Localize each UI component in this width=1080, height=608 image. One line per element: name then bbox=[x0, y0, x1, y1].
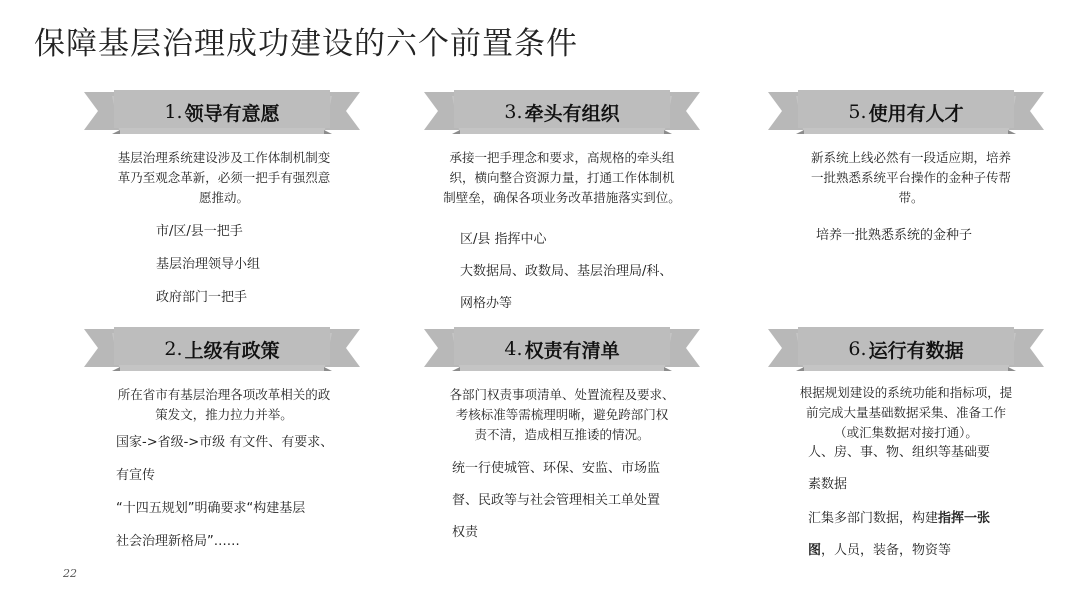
card-description: 基层治理系统建设涉及工作体制机制变 革乃至观念革新，必须一把手有强烈意 愿推动。 bbox=[117, 150, 331, 205]
list-item: 图，人员，装备，物资等 bbox=[808, 543, 952, 558]
ribbon-banner bbox=[768, 90, 1044, 134]
ribbon-banner bbox=[768, 327, 1044, 371]
list-item: 大数据局、政数局、基层治理局/科、 bbox=[460, 264, 673, 279]
list-item: 统一行使城管、环保、安监、市场监 bbox=[452, 461, 661, 476]
card-leadership bbox=[84, 90, 404, 340]
card-policy bbox=[84, 327, 404, 577]
card-responsibility bbox=[424, 327, 744, 577]
card-description: 新系统上线必然有一段适应期，培养 一批熟悉系统平台操作的金种子传帮 带。 bbox=[810, 150, 1011, 205]
card-data bbox=[768, 327, 1080, 577]
list-item: 督、民政等与社会管理相关工单处置 bbox=[452, 493, 661, 508]
ribbon-banner bbox=[424, 90, 700, 134]
list-item: 人、房、事、物、组织等基础要 bbox=[808, 445, 991, 460]
page-number: 22 bbox=[63, 567, 77, 580]
card-organization bbox=[424, 90, 744, 340]
card-description: 各部门权责事项清单、处置流程及要求、 考核标准等需梳理明晰，避免跨部门权 责不清，造成相互推诿的情况。 bbox=[449, 387, 675, 442]
list-item: 权责 bbox=[452, 525, 479, 540]
ribbon-banner bbox=[424, 327, 700, 371]
list-item: 培养一批熟悉系统的金种子 bbox=[816, 228, 973, 243]
card-talent bbox=[768, 90, 1080, 340]
card-heading: 6. 运行有数据 bbox=[848, 338, 964, 362]
list-item: 有宣传 bbox=[116, 468, 156, 483]
list-item: 国家->省级->市级 有文件、有要求、 bbox=[116, 435, 334, 450]
list-item: 汇集多部门数据，构建指挥一张 bbox=[808, 511, 991, 526]
list-item: 社会治理新格局”…… bbox=[116, 534, 240, 549]
card-heading: 2. 上级有政策 bbox=[164, 338, 280, 362]
card-heading: 5. 使用有人才 bbox=[848, 101, 964, 125]
card-heading: 4. 权责有清单 bbox=[504, 338, 620, 362]
list-item: 市/区/县一把手 bbox=[156, 224, 243, 239]
page-title: 保障基层治理成功建设的六个前置条件 bbox=[34, 26, 578, 62]
card-description: 承接一把手理念和要求，高规格的牵头组 织，横向整合资源力量，打通工作体制机 制壁垒，确保各项业务改革措施落实到位。 bbox=[443, 150, 681, 205]
ribbon-banner bbox=[84, 90, 360, 134]
list-item: 基层治理领导小组 bbox=[156, 257, 261, 272]
ribbon-banner bbox=[84, 327, 360, 371]
list-item: 区/县 指挥中心 bbox=[460, 232, 547, 247]
card-description: 根据规划建设的系统功能和指标项，提 前完成大量基础数据采集、准备工作 （或汇集数据对接打通）。 bbox=[799, 385, 1013, 440]
card-heading: 3. 牵头有组织 bbox=[504, 101, 620, 125]
card-description: 所在省市有基层治理各项改革相关的政 策发文，推力拉力并举。 bbox=[117, 387, 331, 422]
list-item: 网格办等 bbox=[460, 296, 513, 311]
card-heading: 1. 领导有意愿 bbox=[164, 101, 280, 125]
list-item: 政府部门一把手 bbox=[156, 290, 248, 305]
list-item: 素数据 bbox=[808, 477, 848, 492]
list-item: “十四五规划”明确要求“构建基层 bbox=[116, 501, 306, 516]
